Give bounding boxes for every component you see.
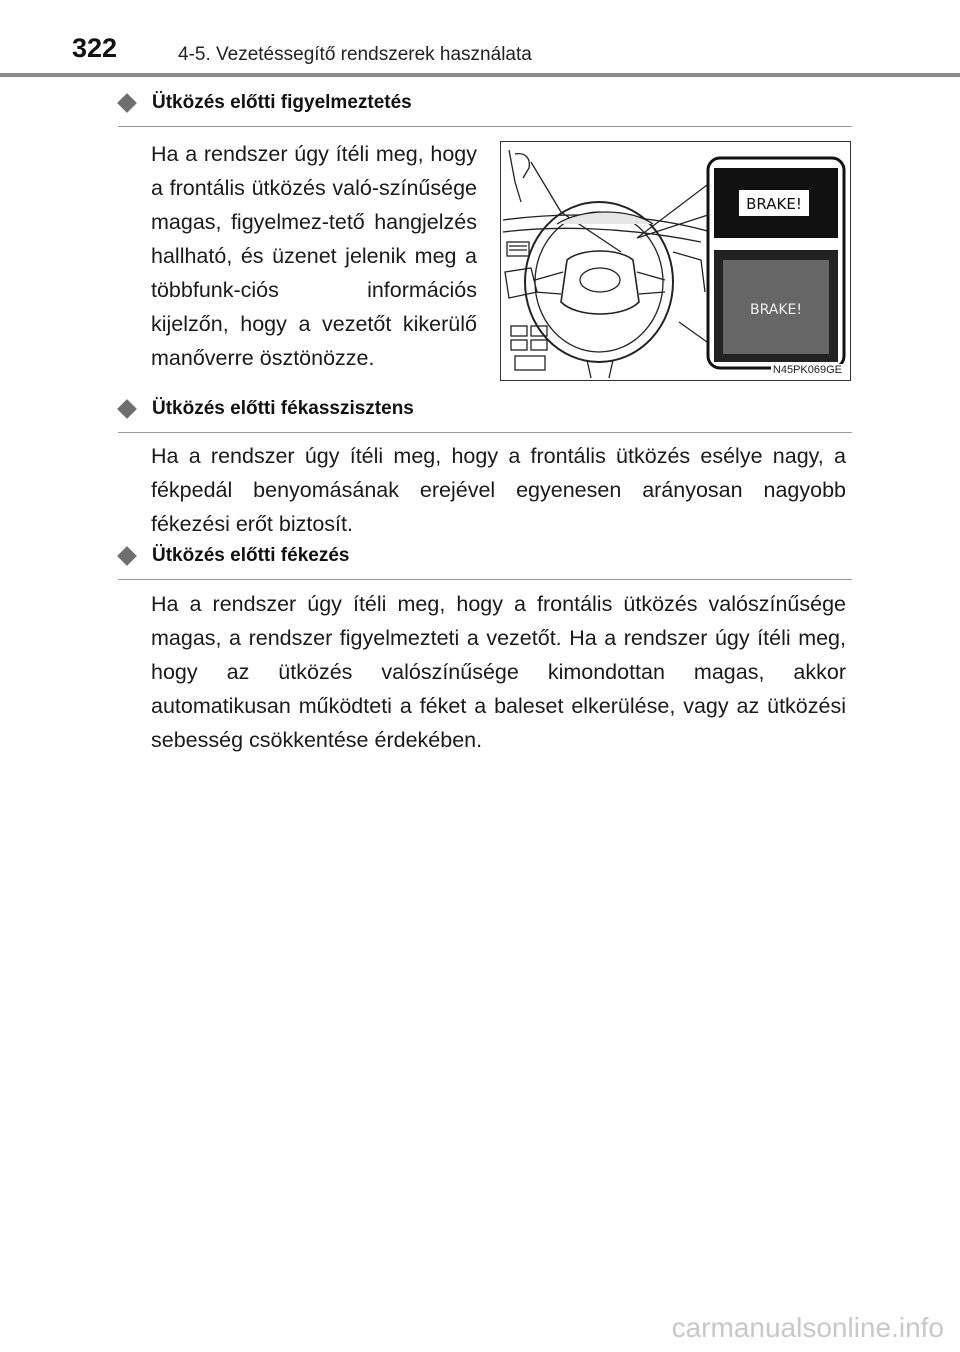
- watermark: carmanualsonline.info: [671, 1312, 944, 1343]
- section-heading-text: Ütközés előtti fékezés: [152, 545, 350, 566]
- diamond-bullet-icon: [117, 93, 137, 113]
- page-number: 322: [72, 33, 118, 63]
- display-warning-top-text: BRAKE!: [746, 195, 802, 213]
- diamond-bullet-icon: [117, 546, 137, 566]
- section-heading-warning: [118, 92, 852, 127]
- diamond-bullet-icon: [117, 399, 137, 419]
- section-heading-text: Ütközés előtti figyelmeztetés: [152, 92, 412, 113]
- figure-code: N45PK069GE: [772, 364, 842, 376]
- chapter-title: 4-5. Vezetéssegítő rendszerek használata: [178, 44, 532, 65]
- section-heading-text: Ütközés előtti fékasszisztens: [152, 398, 414, 419]
- dashboard-illustration: [500, 141, 851, 381]
- section-heading-braking: [118, 545, 852, 580]
- section-body-warning: Ha a rendszer úgy ítéli meg, hogy a frontális ütközés való-színűsége magas, figyelmez-tető hangjelzés hallható, és üzenet jelenik meg a többfunk-ciós információs kijelzőn, hogy a vezetőt kikerülő manőverre ösztönözze.: [151, 142, 477, 370]
- section-heading-brake-assist: [118, 398, 852, 433]
- dashboard-drawing: [501, 142, 849, 379]
- display-warning-bottom-text: BRAKE!: [750, 302, 802, 318]
- section-body-braking: Ha a rendszer úgy ítéli meg, hogy a frontális ütközés valószínűsége magas, a rendszer figyelmezteti a vezetőt. Ha a rendszer úgy ítéli meg, hogy az ütközés valószínűsége kimondottan magas, akkor automatikusan működteti a féket a baleset elkerülése, vagy az ütközési sebesség csökkentése érdekében.: [151, 592, 846, 752]
- header-rule: [0, 73, 960, 77]
- section-body-brake-assist: Ha a rendszer úgy ítéli meg, hogy a frontális ütközés esélye nagy, a fékpedál benyomásának erejével egyenesen arányosan nagyobb fékezési erőt biztosít.: [151, 444, 846, 536]
